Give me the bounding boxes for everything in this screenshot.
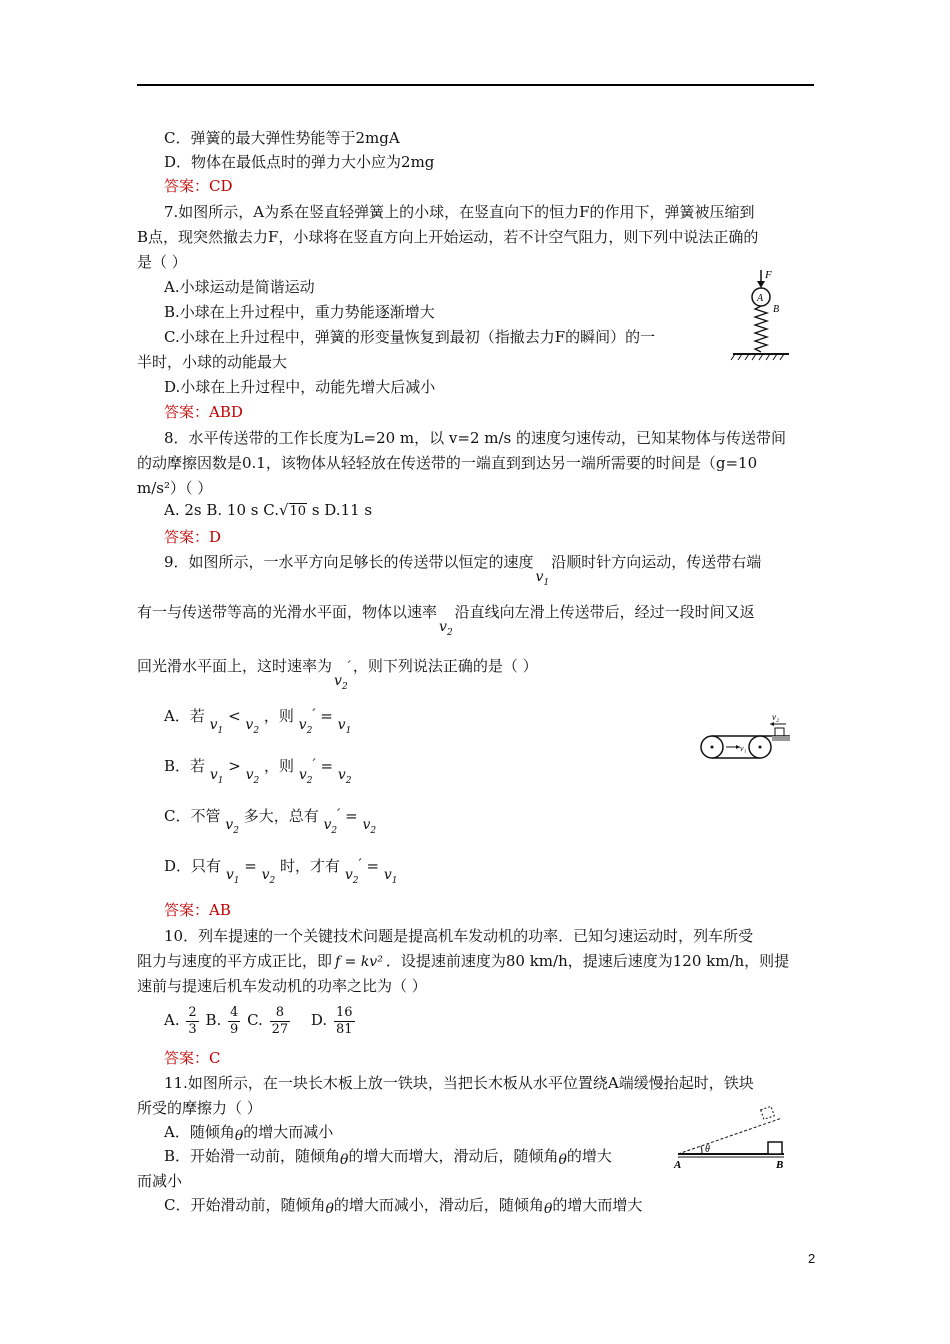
q8-options-cd: s D.11 s [307,501,373,519]
fraction-c: $\frac{8}{27}$ [271,1004,289,1037]
answer-6: 答案：CD [164,177,233,195]
answer-7: 答案：ABD [164,403,243,421]
q9-text6: ，则下列说法正确的是（ ） [352,657,538,675]
ramp-b-label: B [776,1159,784,1170]
q11-line1: 11.如图所示，在一块长木板上放一铁块，当把长木板从水平位置绕A端缓慢抬起时，铁块 [164,1074,754,1092]
option-c: C．弹簧的最大弹性势能等于2mgA [164,129,400,147]
force-label: F [765,269,772,281]
q8-line1: 8．水平传送带的工作长度为L=20 m，以 v=2 m/s 的速度匀速传动，已知某物体与传送带间 [164,429,787,447]
point-b-label: B [773,304,780,315]
answer-8: 答案：D [164,528,222,546]
q7-option-c: C.小球在上升过程中，弹簧的形变量恢复到最初（指撤去力F的瞬间）的一 [164,328,656,346]
q11-option-a: A．随倾角θ的增大而减小 [164,1123,334,1144]
answer-10: 答案：C [164,1049,221,1067]
fraction-b: $\frac{4}{9}$ [230,1004,239,1037]
q9-text3: 有一与传送带等高的光滑水平面，物体以速率 [137,603,438,621]
q7-option-c-cont: 半时，小球的动能最大 [137,353,288,371]
theta-label: θ [705,1144,710,1155]
q9-option-a: A．若 $v_1 < v_2$ ，则 $v_2' = v_1$ [164,707,352,736]
v1-label: v₁ [740,744,747,753]
q10-options: A. $\frac{2}{3}$ B. $\frac{4}{9}$ C. $\frac{8}{27}$ D. $\frac{16}{81}$ [164,1004,353,1037]
option-d: D．物体在最低点时的弹力大小应为2mg [164,153,435,171]
sqrt-sign: √ [278,501,289,519]
q9-text1: 9．如图所示，一水平方向足够长的传送带以恒定的速度 [164,553,534,571]
q9-option-c: C．不管 $v_2$ 多大，总有 $v_2' = v_2$ [164,807,377,836]
q11-option-b-cont: 而减小 [137,1172,183,1190]
var-v2: $v_2$ [439,619,453,638]
q7-option-b: B.小球在上升过程中，重力势能逐渐增大 [164,303,435,321]
q9-text5: 回光滑水平面上，这时速率为 [137,657,333,675]
q9-text2: 沿顺时针方向运动，传送带右端 [551,553,762,571]
fraction-a: $\frac{2}{3}$ [188,1004,197,1037]
q7-line3: 是（ ） [137,253,187,271]
q11-option-b: B．开始滑一动前，随倾角θ的增大而增大，滑动后，随倾角θ的增大 [164,1147,612,1168]
q8-line2: 的动摩擦因数是0.1，该物体从轻轻放在传送带的一端直到到达另一端所需要的时间是（g=10 [137,454,758,472]
q8-line3: m/s²）（ ） [137,479,213,497]
q8-options-ab: A. 2s B. 10 s C. [164,501,279,519]
q9-option-b: B．若 $v_1 > v_2$ ，则 $v_2' = v_2$ [164,757,352,786]
var-v2-prime: $v_2'$ [334,659,351,692]
q10-line2: 阻力与速度的平方成正比，即 f = kv² ．设提速前速度为80 km/h，提速后速度为120 km/h，则提 [137,952,790,970]
q7-option-d: D.小球在上升过程中，动能先增大后减小 [164,378,436,396]
q7-option-a: A.小球运动是简谐运动 [164,278,315,296]
q9-option-d: D．只有 $v_1 = v_2$ 时，才有 $v_2' = v_1$ [164,857,398,886]
friction-formula: f = kv² [335,954,383,970]
q8-options [164,500,372,522]
var-v1: $v_1$ [535,569,550,588]
q7-line2: B点，现突然撤去力F，小球将在竖直方向上开始运动，若不计空气阻力，则下列中说法正确的 [137,228,759,246]
spring-figure [725,264,795,368]
ball-label: A [757,293,764,304]
v2-label: v₂ [772,712,780,722]
ramp-figure [672,1100,792,1170]
fraction-d: $\frac{16}{81}$ [335,1004,353,1037]
q9-text4: 沿直线向左滑上传送带后，经过一段时间又返 [454,603,755,621]
answer-9: 答案：AB [164,901,231,919]
q11-option-c: C．开始滑动前，随倾角θ的增大而减小，滑动后，随倾角θ的增大而增大 [164,1196,643,1217]
header-rule [137,84,814,86]
page-number: 2 [808,1251,816,1266]
q9-line1 [164,552,762,588]
q9-line3 [137,656,538,692]
ramp-a-label: A [674,1159,682,1170]
q10-line1: 10．列车提速的一个关键技术问题是提高机车发动机的功率．已知匀速运动时，列车所受 [164,927,754,945]
q10-line3: 速前与提速后机车发动机的功率之比为（ ） [137,977,427,995]
conveyor-belt-figure [700,708,800,764]
q11-line2: 所受的摩擦力（ ） [137,1099,262,1117]
sqrt-value: 10 [289,504,307,519]
q7-line1: 7.如图所示，A为系在竖直轻弹簧上的小球，在竖直向下的恒力F的作用下，弹簧被压缩到 [164,203,755,221]
q9-line2 [137,602,755,638]
